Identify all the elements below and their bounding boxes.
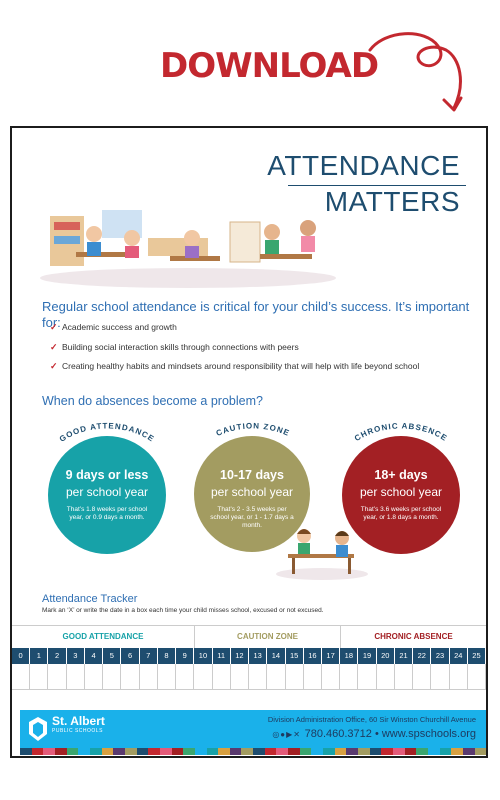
stripe-segment (113, 748, 125, 755)
footer-contact[interactable]: 780.460.3712 • www.spschools.org (304, 728, 476, 740)
tracker-mark-box[interactable] (103, 664, 121, 690)
list-item: ✓ Building social interaction skills through connections with peers (58, 342, 419, 362)
tracker-mark-box[interactable] (194, 664, 212, 690)
tracker-mark-box[interactable] (48, 664, 66, 690)
youtube-icon[interactable]: ▶ (286, 730, 294, 739)
tracker-day-number: 25 (468, 648, 486, 664)
stripe-segment (323, 748, 335, 755)
tracker-mark-box[interactable] (340, 664, 358, 690)
stripe-segment (475, 748, 487, 755)
stripe-segment (32, 748, 44, 755)
stripe-segment (405, 748, 417, 755)
tracker-mark-box[interactable] (450, 664, 468, 690)
stripe-segment (463, 748, 475, 755)
good-attendance-circle (48, 436, 166, 554)
tracker-day-number: 3 (67, 648, 85, 664)
stripe-segment (137, 748, 149, 755)
stripe-segment (335, 748, 347, 755)
zone-days: 18+ days (374, 468, 428, 482)
tracker-mark-box[interactable] (67, 664, 85, 690)
tracker-day-number: 24 (450, 648, 468, 664)
stripe-segment (43, 748, 55, 755)
stripe-segment (148, 748, 160, 755)
tracker-mark-box[interactable] (377, 664, 395, 690)
tracker-day-number: 15 (286, 648, 304, 664)
tracker-day-number: 5 (103, 648, 121, 664)
instagram-icon[interactable]: ◎ (272, 730, 281, 739)
tracker-mark-box[interactable] (413, 664, 431, 690)
tracker-day-number: 21 (395, 648, 413, 664)
list-item: ✓ Academic success and growth (58, 322, 419, 342)
tracker-day-number: 14 (267, 648, 285, 664)
tracker-mark-box[interactable] (231, 664, 249, 690)
tracker-day-number: 22 (413, 648, 431, 664)
tracker-day-numbers (12, 648, 486, 664)
tracker-mark-box[interactable] (358, 664, 376, 690)
stripe-segment (125, 748, 137, 755)
tracker-day-number: 23 (431, 648, 449, 664)
decorative-stripe (20, 748, 486, 755)
tracker-mark-box[interactable] (30, 664, 48, 690)
svg-text:CHRONIC ABSENCE: CHRONIC ABSENCE (352, 421, 450, 444)
tracker-mark-box[interactable] (176, 664, 194, 690)
tracker-day-number: 19 (358, 648, 376, 664)
tracker-mark-box[interactable] (85, 664, 103, 690)
tracker-mark-box[interactable] (304, 664, 322, 690)
students-desk-illustration (274, 520, 370, 580)
tracker-day-number: 12 (231, 648, 249, 664)
stripe-segment (276, 748, 288, 755)
tracker-zone-headers (12, 625, 486, 649)
zone-per-year: per school year (359, 485, 443, 499)
svg-text:GOOD ATTENDANCE: GOOD ATTENDANCE (57, 421, 157, 444)
tracker-mark-box[interactable] (468, 664, 486, 690)
footer-address: Division Administration Office, 60 Sir Winston Churchill Avenue (267, 715, 476, 724)
tracker-day-number: 17 (322, 648, 340, 664)
svg-text:CAUTION ZONE: CAUTION ZONE (214, 421, 292, 439)
tracker-mark-box[interactable] (249, 664, 267, 690)
attendance-poster (10, 126, 488, 758)
tracker-title: Attendance Tracker (42, 593, 138, 605)
stripe-segment (253, 748, 265, 755)
tracker-day-number: 10 (194, 648, 212, 664)
stripe-segment (207, 748, 219, 755)
tracker-mark-box[interactable] (121, 664, 139, 690)
stripe-segment (381, 748, 393, 755)
tracker-day-number: 11 (213, 648, 231, 664)
stripe-segment (195, 748, 207, 755)
stripe-segment (241, 748, 253, 755)
tracker-day-number: 0 (12, 648, 30, 664)
stripe-segment (311, 748, 323, 755)
x-icon[interactable]: ✕ (293, 730, 301, 739)
stripe-segment (346, 748, 358, 755)
tracker-day-number: 20 (377, 648, 395, 664)
tracker-mark-box[interactable] (395, 664, 413, 690)
tracker-day-number: 6 (121, 648, 139, 664)
stripe-segment (265, 748, 277, 755)
tracker-day-number: 16 (304, 648, 322, 664)
stripe-segment (183, 748, 195, 755)
stripe-segment (102, 748, 114, 755)
zone-per-year: per school year (210, 485, 294, 499)
stripe-segment (218, 748, 230, 755)
tracker-day-number: 1 (30, 648, 48, 664)
tracker-header-good: GOOD ATTENDANCE (12, 626, 195, 648)
tracker-header-caution: CAUTION ZONE (195, 626, 341, 648)
zone-days: 9 days or less (65, 468, 149, 482)
stripe-segment (300, 748, 312, 755)
logo-name: St. Albert (52, 714, 105, 728)
tracker-day-number: 7 (140, 648, 158, 664)
benefits-list (58, 322, 419, 381)
stripe-segment (451, 748, 463, 755)
zone-detail: That’s 2 - 3.5 weeks per school year, or 1 - 1.7 days a month. (210, 506, 294, 529)
stripe-segment (393, 748, 405, 755)
zone-per-year: per school year (65, 485, 149, 499)
tracker-header-chronic: CHRONIC ABSENCE (374, 632, 453, 641)
tracker-day-number: 13 (249, 648, 267, 664)
tracker-mark-box[interactable] (140, 664, 158, 690)
stripe-segment (67, 748, 79, 755)
footer-bar (20, 710, 486, 748)
tracker-mark-box[interactable] (267, 664, 285, 690)
tracker-mark-box[interactable] (286, 664, 304, 690)
stripe-segment (20, 748, 32, 755)
stripe-segment (172, 748, 184, 755)
curly-arrow-icon (360, 28, 470, 118)
stripe-segment (416, 748, 428, 755)
zone-detail: That’s 3.6 weeks per school year, or 1.8 days a month. (360, 506, 442, 521)
tracker-day-number: 4 (85, 648, 103, 664)
tracker-mark-box[interactable] (12, 664, 30, 690)
school-logo-icon (28, 716, 48, 742)
download-heading[interactable]: DOWNLOAD (160, 46, 379, 86)
poster-title-line1: ATTENDANCE (267, 150, 460, 181)
social-icons (272, 730, 301, 739)
tracker-day-number: 8 (158, 648, 176, 664)
stripe-segment (288, 748, 300, 755)
tracker-mark-row (12, 664, 486, 690)
logo-subtitle: PUBLIC SCHOOLS (52, 728, 103, 734)
tracker-day-number: 18 (340, 648, 358, 664)
tracker-mark-box[interactable] (322, 664, 340, 690)
stripe-segment (370, 748, 382, 755)
classroom-illustration (40, 208, 336, 288)
facebook-icon[interactable]: ● (280, 730, 287, 739)
stripe-segment (160, 748, 172, 755)
tracker-mark-box[interactable] (158, 664, 176, 690)
zone-detail: That’s 1.8 weeks per school year, or 0.9 days a month. (66, 506, 148, 521)
zone-days: 10-17 days (220, 468, 284, 482)
stripe-segment (440, 748, 452, 755)
stripe-segment (55, 748, 67, 755)
tracker-instructions: Mark an ‘X’ or write the date in a box each time your child misses school, excused or not excused. (42, 607, 324, 614)
tracker-mark-box[interactable] (431, 664, 449, 690)
stripe-segment (90, 748, 102, 755)
stripe-segment (78, 748, 90, 755)
intro-text: Regular school attendance is critical for your child’s success. It’s important for: (42, 299, 470, 330)
stripe-segment (428, 748, 440, 755)
tracker-mark-box[interactable] (213, 664, 231, 690)
stripe-segment (230, 748, 242, 755)
tracker-day-number: 9 (176, 648, 194, 664)
absence-question: When do absences become a problem? (42, 394, 263, 408)
tracker-day-number: 2 (48, 648, 66, 664)
stripe-segment (358, 748, 370, 755)
poster-title-line2: MATTERS (324, 186, 460, 217)
list-item: ✓ Creating healthy habits and mindsets around responsibility that will help with life beyond school (58, 361, 419, 381)
